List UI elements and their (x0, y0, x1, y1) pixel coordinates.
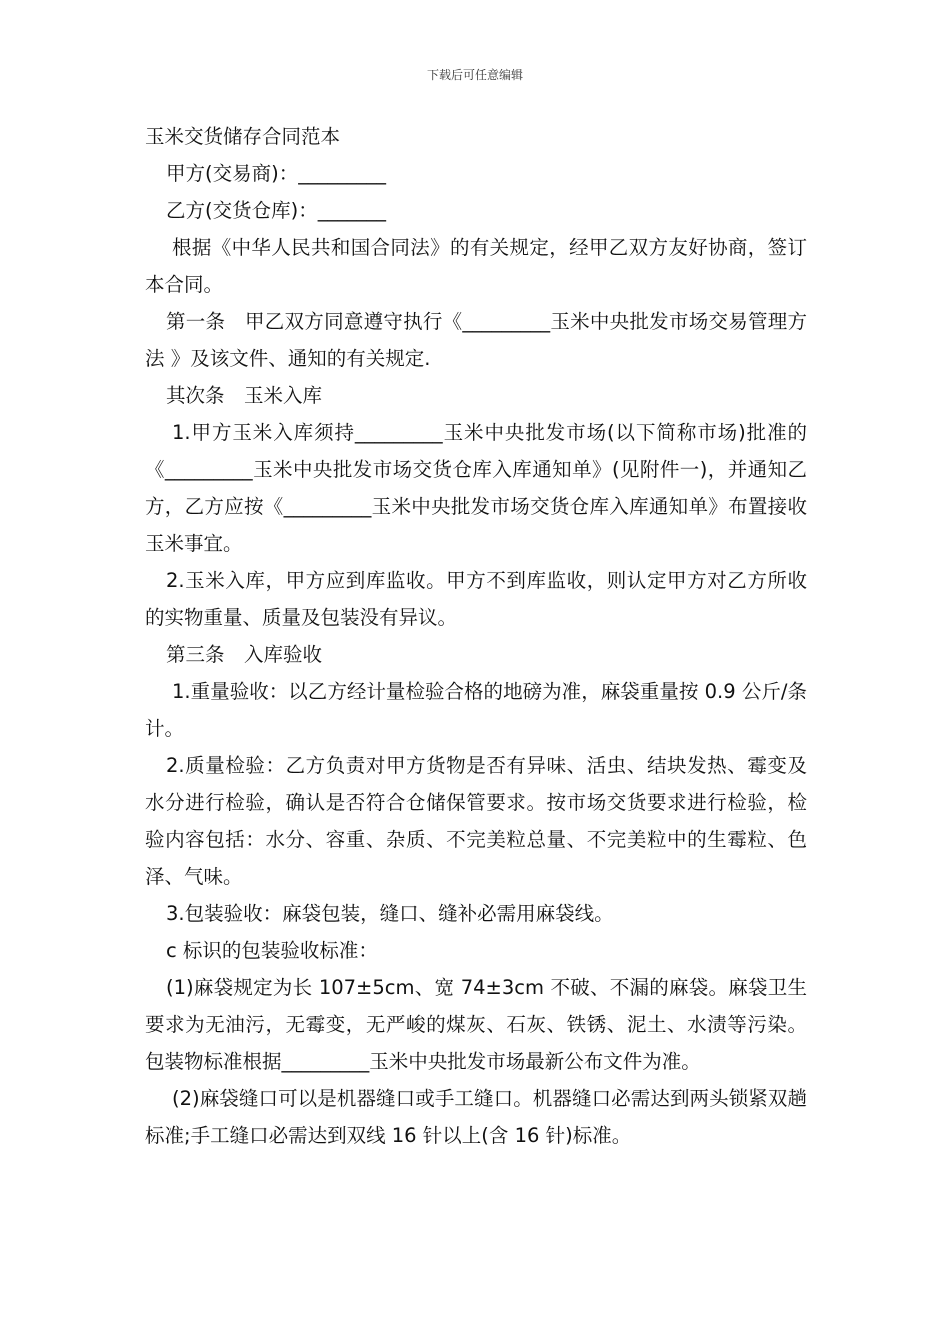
article-3-item-2: 2.质量检验：乙方负责对甲方货物是否有异味、活虫、结块发热、霉变及水分进行检验，确认是否符合仓储保管要求。按市场交货要求进行检验，检验内容包括：水分、容重、杂质、不完美粒总量、不完美粒中的生霉粒、色泽、气味。 (145, 754, 807, 888)
article-2-item-1: 1.甲方玉米入库须持_________玉米中央批发市场(以下简称市场)批准的《_________玉米中央批发市场交货仓库入库通知单》(见附件一)，并通知乙方，乙方应按《_________玉米中央批发市场交货仓库入库通知单》布置接收玉米事宜。 (145, 421, 807, 555)
article-2-item-2: 2.玉米入库，甲方应到库监收。甲方不到库监收，则认定甲方对乙方所收的实物重量、质量及包装没有异议。 (145, 569, 807, 629)
article-3-heading: 第三条 入库验收 (166, 643, 323, 666)
preamble-paragraph: 根据《中华人民共和国合同法》的有关规定，经甲乙双方友好协商，签订本合同。 (145, 236, 807, 296)
article-3-item-1: 1.重量验收：以乙方经计量检验合格的地磅为准，麻袋重量按 0.9 公斤/条计。 (145, 680, 807, 740)
article-3-item-3: 3.包装验收：麻袋包装，缝口、缝补必需用麻袋线。 (166, 902, 614, 925)
document-title: 玉米交货储存合同范本 (145, 125, 341, 148)
article-1: 第一条 甲乙双方同意遵守执行《_________玉米中央批发市场交易管理方法 》及该文件、通知的有关规定. (145, 310, 807, 370)
party-b-line: 乙方(交货仓库)：_______ (166, 199, 386, 222)
document-body (145, 118, 807, 1154)
article-2-heading: 其次条 玉米入库 (166, 384, 323, 407)
packaging-standard-1: (1)麻袋规定为长 107±5cm、宽 74±3cm 不破、不漏的麻袋。麻袋卫生要求为无油污，无霉变，无严峻的煤灰、石灰、铁锈、泥土、水渍等污染。包装物标准根据_________玉米中央批发市场最新公布文件为准。 (145, 976, 807, 1073)
packaging-standard-2: (2)麻袋缝口可以是机器缝口或手工缝口。机器缝口必需达到两头锁紧双趟标准;手工缝口必需达到双线 16 针以上(含 16 针)标准。 (145, 1087, 807, 1147)
page-header-note: 下载后可任意编辑 (426, 68, 523, 82)
party-a-line: 甲方(交易商)：_________ (166, 162, 386, 185)
packaging-standard-heading: c 标识的包装验收标准： (166, 939, 378, 962)
